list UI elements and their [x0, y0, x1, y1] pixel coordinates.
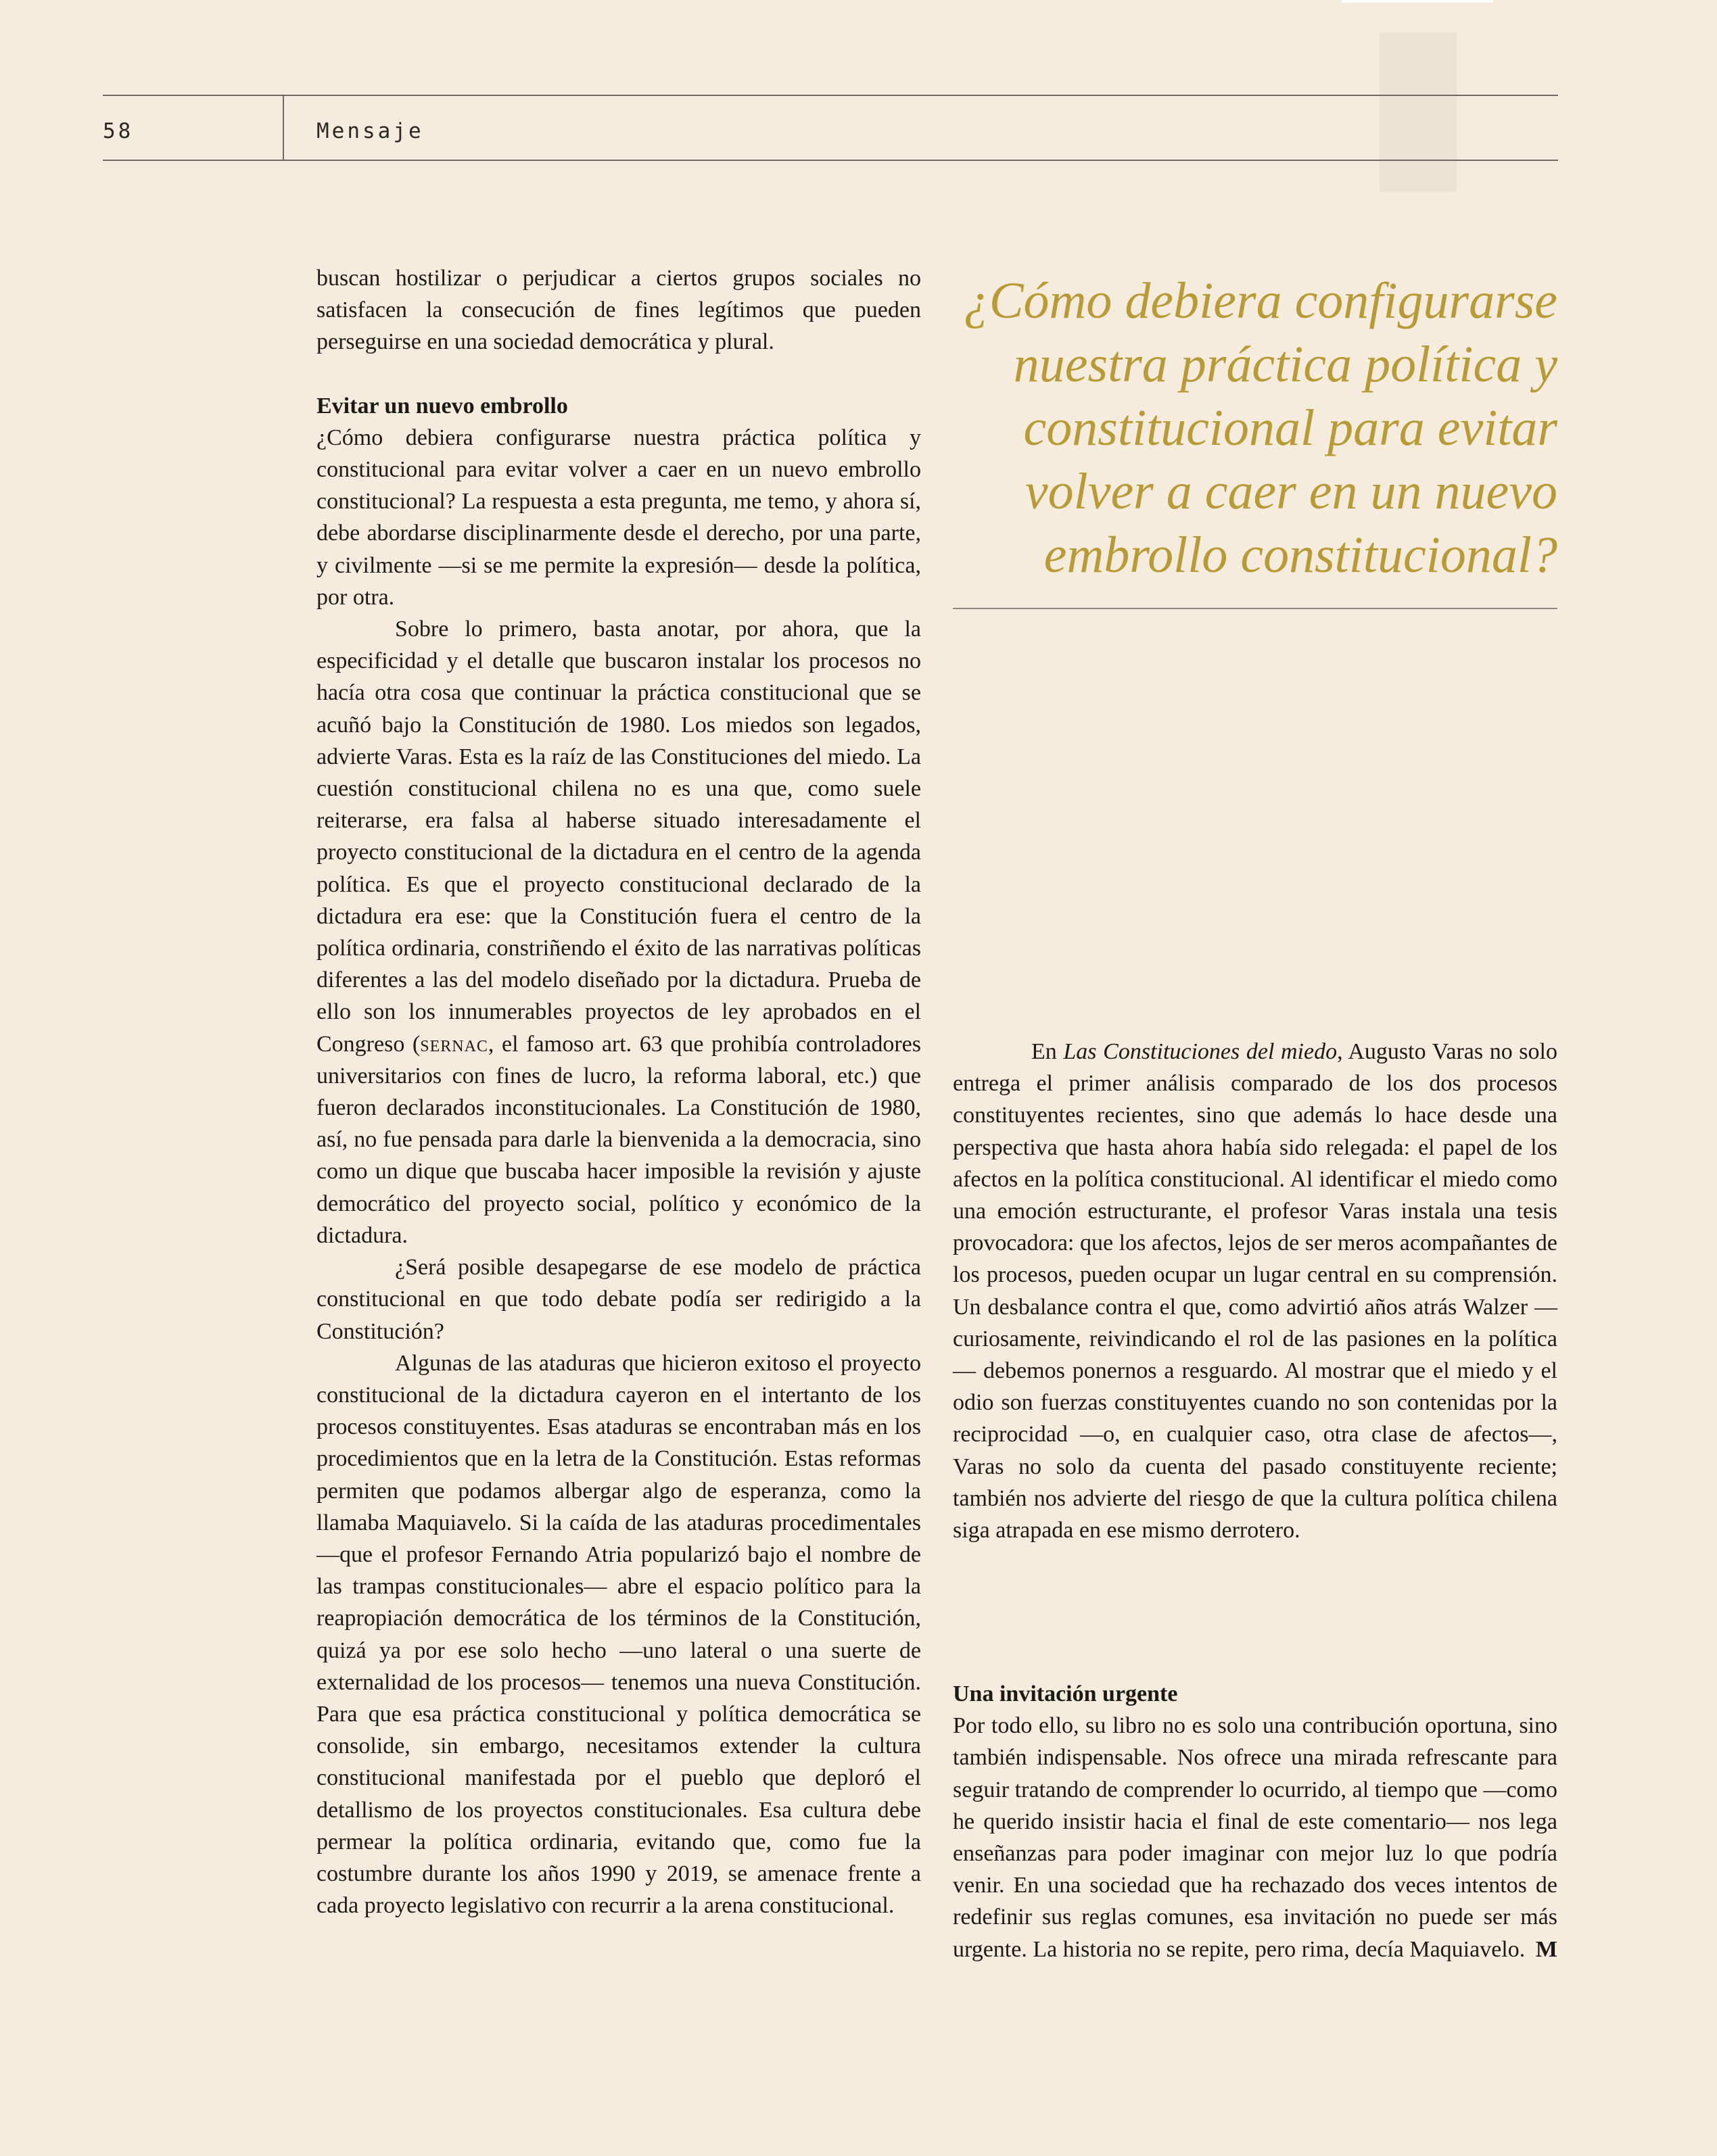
abbreviation: sernac	[420, 1031, 488, 1057]
right-column-bottom	[953, 1678, 1557, 1965]
page-number: 58	[103, 119, 134, 143]
body-paragraph: ¿Será posible desapegarse de ese modelo de práctica constitucional en que todo debate podía ser redirigido a la Constitución?	[316, 1255, 921, 1344]
body-paragraph: Sobre lo primero, basta anotar, por ahora, que la especificidad y el detalle que buscaron instalar los procesos no hacía otra cosa que continuar la práctica constitucional que se acuñó bajo la Constitución de 1980. Los miedos son legados, advierte Varas. Esta es la raíz de las Constituciones del miedo. La cuestión constitucional chilena no es una que, como suele reiterarse, era falsa al haberse situado interesadamente el proyecto constitucional de la dictadura en el centro de la agenda política. Es que el proyecto constitucional declarado de la dictadura era ese: que la Constitución fuera el centro de la política ordinaria, constriñendo el éxito de las narrativas políticas diferentes a las del modelo diseñado por la dictadura. Prueba de ello son los innumerables proyectos de ley aprobados en el Congreso (sernac, el famoso art. 63 que prohibía controladores universitarios con fines de lucro, la reforma laboral, etc.) que fueron declarados inconstitucionales. La Constitución de 1980, así, no fue pensada para darle la bienvenida a la democracia, sino como un dique que buscaba hacer imposible la revisión y ajuste democrático del proyecto social, político y económico de la dictadura.	[316, 617, 921, 1248]
header-bottom-rule	[103, 160, 1558, 161]
left-column	[316, 262, 921, 1921]
top-tab-edge	[1342, 0, 1493, 3]
book-title: Las Constituciones del miedo	[1063, 1039, 1338, 1064]
right-column-top	[953, 1036, 1557, 1546]
body-paragraph: Algunas de las ataduras que hicieron exitoso el proyecto constitucional de la dictadura cayeron en el intertanto de los procesos constituyentes. Esas ataduras se encontraban más en los procedimientos que en la letra de la Constitución. Estas reformas permiten que podamos albergar algo de esperanza, como la llamaba Maquiavelo. Si la caída de las ataduras procedimentales —que el profesor Fernando Atria popularizó bajo el nombre de las trampas constitucionales— abre el espacio político para la reapropiación democrática de los términos de la Constitución, quizá ya por ese solo hecho —uno lateral o una suerte de externalidad de los procesos— tenemos una nueva Constitución. Para que esa práctica constitucional y política democrática se consolide, sin embargo, necesitamos extender la cultura constitucional manifestada por el pueblo que deploró el detallismo de los proyectos constitucionales. Esa cultura debe permear la política ordinaria, evitando que, como fue la costumbre durante los años 1990 y 2019, se amenace frente a cada proyecto legislativo con recurrir a la arena constitucional.	[316, 1350, 921, 1919]
intro-paragraph: buscan hostilizar o perjudicar a ciertos grupos sociales no satisfacen la consecución de fines legítimos que pueden perseguirse en una sociedad democrática y plural.	[316, 266, 921, 355]
section-heading: Una invitación urgente	[953, 1681, 1178, 1706]
pull-quote-rule	[953, 608, 1557, 609]
page-tab-marker	[1380, 32, 1457, 192]
section-heading: Evitar un nuevo embrollo	[316, 393, 568, 418]
pull-quote: ¿Cómo debiera configurarse nuestra práctica política y constitucional para evitar volver a caer en un nuevo embrollo constitucional?	[963, 272, 1557, 583]
section-title: Mensaje	[316, 119, 424, 143]
body-paragraph: ¿Cómo debiera configurarse nuestra práctica política y constitucional para evitar volver a caer en un nuevo embrollo constitucional? La respuesta a esta pregunta, me temo, y ahora sí, debe abordarse disciplinarmente desde el derecho, por una parte, y civilmente —si se me permite la expresión— desde la política, por otra.	[316, 425, 921, 610]
body-paragraph: En Las Constituciones del miedo, Augusto Varas no solo entrega el primer análisis comparado de los dos procesos constituyentes recientes, sino que además lo hace desde una perspectiva que hasta ahora había sido relegada: el papel de los afectos en la política constitucional. Al identificar el miedo como una emoción estructurante, el profesor Varas instala una tesis provocadora: que los afectos, lejos de ser meros acompañantes de los procesos, pueden ocupar un lugar central en su comprensión. Un desbalance contra el que, como advirtió años atrás Walzer —curiosamente, reivindicando el rol de las pasiones en la política— debemos ponernos a resguardo. Al mostrar que el miedo y el odio son fuerzas constituyentes cuando no son contenidas por la reciprocidad —o, en cualquier caso, otra clase de afectos—, Varas no solo da cuenta del pasado constituyente reciente; también nos advierte del riesgo de que la cultura política chilena siga atrapada en ese mismo derrotero.	[953, 1039, 1557, 1543]
body-paragraph: Por todo ello, su libro no es solo una contribución oportuna, sino también indispensable. Nos ofrece una mirada refrescante para seguir tratando de comprender lo ocurrido, al tiempo que —como he querido insistir hacia el final de este comentario— nos lega enseñanzas para poder imaginar con mejor luz lo que podría venir. En una sociedad que ha rechazado dos veces intentos de redefinir sus reglas comunes, esa invitación no puede ser más urgente. La historia no se repite, pero rima, decía Maquiavelo. M	[953, 1710, 1557, 1965]
header-top-rule	[103, 95, 1558, 96]
header-divider	[283, 95, 284, 161]
end-mark: M	[1535, 1936, 1557, 1962]
